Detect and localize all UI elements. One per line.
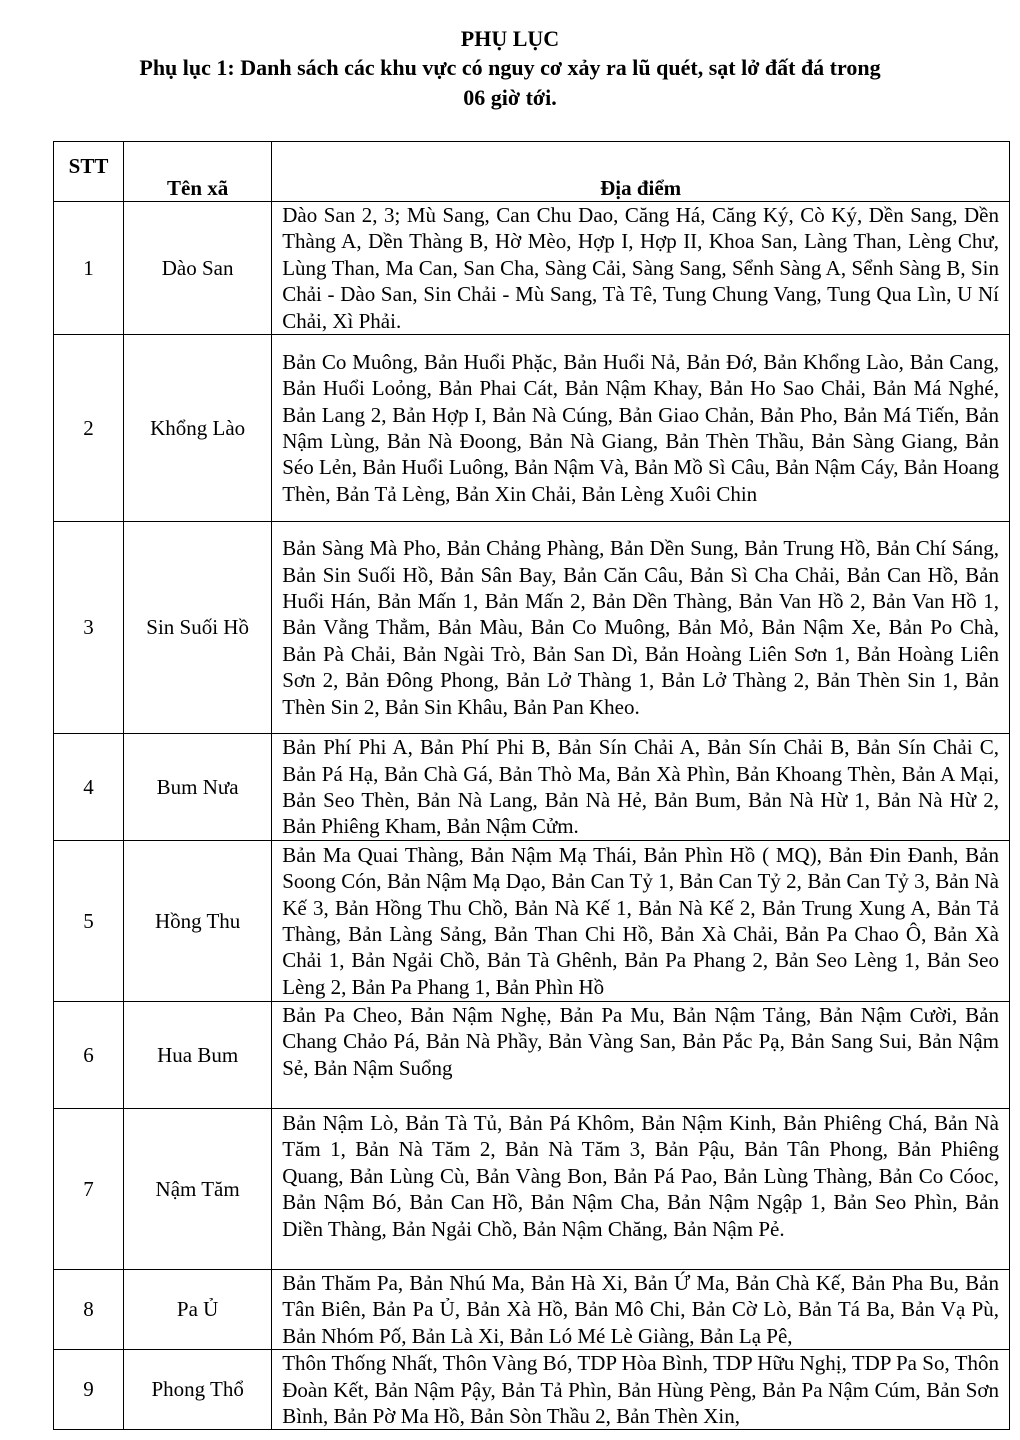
row-stt: 1 bbox=[54, 202, 124, 335]
row-stt: 6 bbox=[54, 1002, 124, 1109]
table-header-row bbox=[54, 142, 1010, 202]
row-stt: 2 bbox=[54, 335, 124, 522]
row-commune: Hua Bum bbox=[124, 1002, 272, 1109]
row-commune: Nậm Tăm bbox=[124, 1109, 272, 1270]
row-locations: Bản Pa Cheo, Bản Nậm Nghẹ, Bản Pa Mu, Bản Nậm Tảng, Bản Nậm Cười, Bản Chang Chảo Pá, Bản Nà Phầy, Bản Vàng San, Bản Pắc Pạ, Bản Sang Sui, Bản Nậm Sẻ, Bản Nậm Suổng bbox=[272, 1002, 1010, 1109]
table-row bbox=[54, 1002, 1010, 1109]
table-row bbox=[54, 1270, 1010, 1350]
table-row bbox=[54, 335, 1010, 522]
row-stt: 5 bbox=[54, 841, 124, 1002]
row-commune: Hồng Thu bbox=[124, 841, 272, 1002]
header-stt: STT bbox=[54, 142, 124, 202]
row-locations: Bản Co Muông, Bản Huổi Phặc, Bản Huổi Nả, Bản Đớ, Bản Khổng Lào, Bản Cang, Bản Huổi Loỏng, Bản Phai Cát, Bản Nậm Khay, Bản Ho Sao Chải, Bản Má Nghé, Bản Lang 2, Bản Hợp I, Bản Nà Cúng, Bản Giao Chản, Bản Pho, Bản Má Tiến, Bản Nậm Lùng, Bản Nà Đoong, Bản Nà Giang, Bản Thèn Thầu, Bản Sàng Giang, Bản Séo Lẻn, Bản Huổi Luông, Bản Nậm Và, Bản Mồ Sì Câu, Bản Nậm Cáy, Bản Hoang Thèn, Bản Tả Lèng, Bản Xin Chải, Bản Lèng Xuôi Chin bbox=[272, 335, 1010, 522]
row-stt: 3 bbox=[54, 522, 124, 734]
row-commune: Bum Nưa bbox=[124, 734, 272, 841]
row-commune: Khổng Lào bbox=[124, 335, 272, 522]
row-stt: 7 bbox=[54, 1109, 124, 1270]
table-row bbox=[54, 1350, 1010, 1430]
row-locations: Bản Ma Quai Thàng, Bản Nậm Mạ Thái, Bản Phìn Hồ ( MQ), Bản Đin Đanh, Bản Soong Cón, Bản Nậm Mạ Dạo, Bản Can Tỷ 1, Bản Can Tỷ 2, Bản Can Tỷ 3, Bản Nà Kế 3, Bản Hồng Thu Chồ, Bản Nà Kế 1, Bản Nà Kế 2, Bản Trung Xung A, Bản Tả Thàng, Bản Làng Sảng, Bản Than Chi Hồ, Bản Xà Chải, Bản Pa Chao Ô, Bản Xà Chải 1, Bản Ngải Chồ, Bản Tà Ghênh, Bản Pa Phang 2, Bản Seo Lèng 1, Bản Seo Lèng 2, Bản Pa Phang 1, Bản Phìn Hồ bbox=[272, 841, 1010, 1002]
row-locations: Bản Thăm Pa, Bản Nhú Ma, Bản Hà Xi, Bản Ứ Ma, Bản Chà Kế, Bản Pha Bu, Bản Tân Biên, Bản Pa Ủ, Bản Xà Hồ, Bản Mô Chi, Bản Cờ Lò, Bản Tá Ba, Bản Vạ Pù, Bản Nhóm Pố, Bản Là Xi, Bản Ló Mé Lè Giàng, Bản Lạ Pê, bbox=[272, 1270, 1010, 1350]
appendix-title: PHỤ LỤC bbox=[460, 26, 560, 51]
row-locations: Dào San 2, 3; Mù Sang, Can Chu Dao, Căng Há, Căng Ký, Cò Ký, Dền Sang, Dền Thàng A, Dền Thàng B, Hờ Mèo, Hợp I, Hợp II, Khoa San, Làng Than, Lèng Chư, Lùng Than, Ma Can, San Cha, Sàng Cải, Sàng Sang, Sểnh Sàng A, Sểnh Sàng B, Sin Chải - Dào San, Sin Chải - Mù Sang, Tà Tê, Tung Chung Vang, Tung Qua Lìn, U Ní Chải, Xì Phải. bbox=[272, 202, 1010, 335]
table-row bbox=[54, 522, 1010, 734]
header-commune: Tên xã bbox=[124, 142, 272, 202]
header-location: Địa điểm bbox=[272, 142, 1010, 202]
row-locations: Bản Sàng Mà Pho, Bản Chảng Phàng, Bản Dền Sung, Bản Trung Hồ, Bản Chí Sáng, Bản Sin Suối Hồ, Bản Sân Bay, Bản Căn Câu, Bản Sì Cha Chải, Bản Can Hồ, Bản Huổi Hán, Bản Mấn 1, Bản Mấn 2, Bản Dền Thàng, Bản Van Hồ 2, Bản Van Hồ 1, Bản Vằng Thẳm, Bản Màu, Bản Co Muông, Bản Mỏ, Bản Nậm Xe, Bản Po Chà, Bản Pà Chải, Bản Ngài Trò, Bản San Dì, Bản Hoàng Liên Sơn 1, Bản Hoàng Liên Sơn 2, Bản Đông Phong, Bản Lở Thàng 1, Bản Lở Thàng 2, Bản Thèn Sin 1, Bản Thèn Sin 2, Bản Sin Khâu, Bản Pan Kheo. bbox=[272, 522, 1010, 734]
risk-area-table bbox=[53, 141, 1010, 1430]
row-commune: Sin Suối Hồ bbox=[124, 522, 272, 734]
table-row bbox=[54, 734, 1010, 841]
row-commune: Pa Ủ bbox=[124, 1270, 272, 1350]
row-commune: Phong Thổ bbox=[124, 1350, 272, 1430]
table-row bbox=[54, 841, 1010, 1002]
row-stt: 8 bbox=[54, 1270, 124, 1350]
table-row bbox=[54, 1109, 1010, 1270]
appendix-subtitle-line1: Phụ lục 1: Danh sách các khu vực có nguy cơ xảy ra lũ quét, sạt lở đất đá trong bbox=[139, 55, 881, 80]
row-locations: Bản Nậm Lò, Bản Tà Tủ, Bản Pá Khôm, Bản Nậm Kinh, Bản Phiêng Chá, Bản Nà Tăm 1, Bản Nà Tăm 2, Bản Nà Tăm 3, Bản Pậu, Bản Tân Phong, Bản Phiêng Quang, Bản Lùng Cù, Bản Vàng Bon, Bản Pá Pao, Bản Lùng Thàng, Bản Co Cóoc, Bản Nậm Bó, Bản Can Hồ, Bản Nậm Cha, Bản Nậm Ngập 1, Bản Seo Phìn, Bản Diền Thàng, Bản Ngải Chồ, Bản Nậm Chăng, Bản Nậm Pẻ. bbox=[272, 1109, 1010, 1270]
row-locations: Bản Phí Phi A, Bản Phí Phi B, Bản Sín Chải A, Bản Sín Chải B, Bản Sín Chải C, Bản Pá Hạ, Bản Chà Gá, Bản Thò Ma, Bản Xà Phìn, Bản Khoang Thèn, Bản A Mại, Bản Seo Thèn, Bản Nà Lang, Bản Nà Hẻ, Bản Bum, Bản Nà Hừ 1, Bản Nà Hừ 2, Bản Phiêng Kham, Bản Nậm Cửm. bbox=[272, 734, 1010, 841]
row-stt: 4 bbox=[54, 734, 124, 841]
row-commune: Dào San bbox=[124, 202, 272, 335]
table-row bbox=[54, 202, 1010, 335]
row-stt: 9 bbox=[54, 1350, 124, 1430]
appendix-subtitle-line2: 06 giờ tới. bbox=[463, 85, 557, 110]
row-locations: Thôn Thống Nhất, Thôn Vàng Bó, TDP Hòa Bình, TDP Hữu Nghị, TDP Pa So, Thôn Đoàn Kết, Bản Nậm Pậy, Bản Tả Phìn, Bản Hùng Pèng, Bản Pa Nậm Cúm, Bản Sơn Bình, Bản Pờ Ma Hồ, Bản Sòn Thầu 2, Bản Thèn Xin, bbox=[272, 1350, 1010, 1430]
